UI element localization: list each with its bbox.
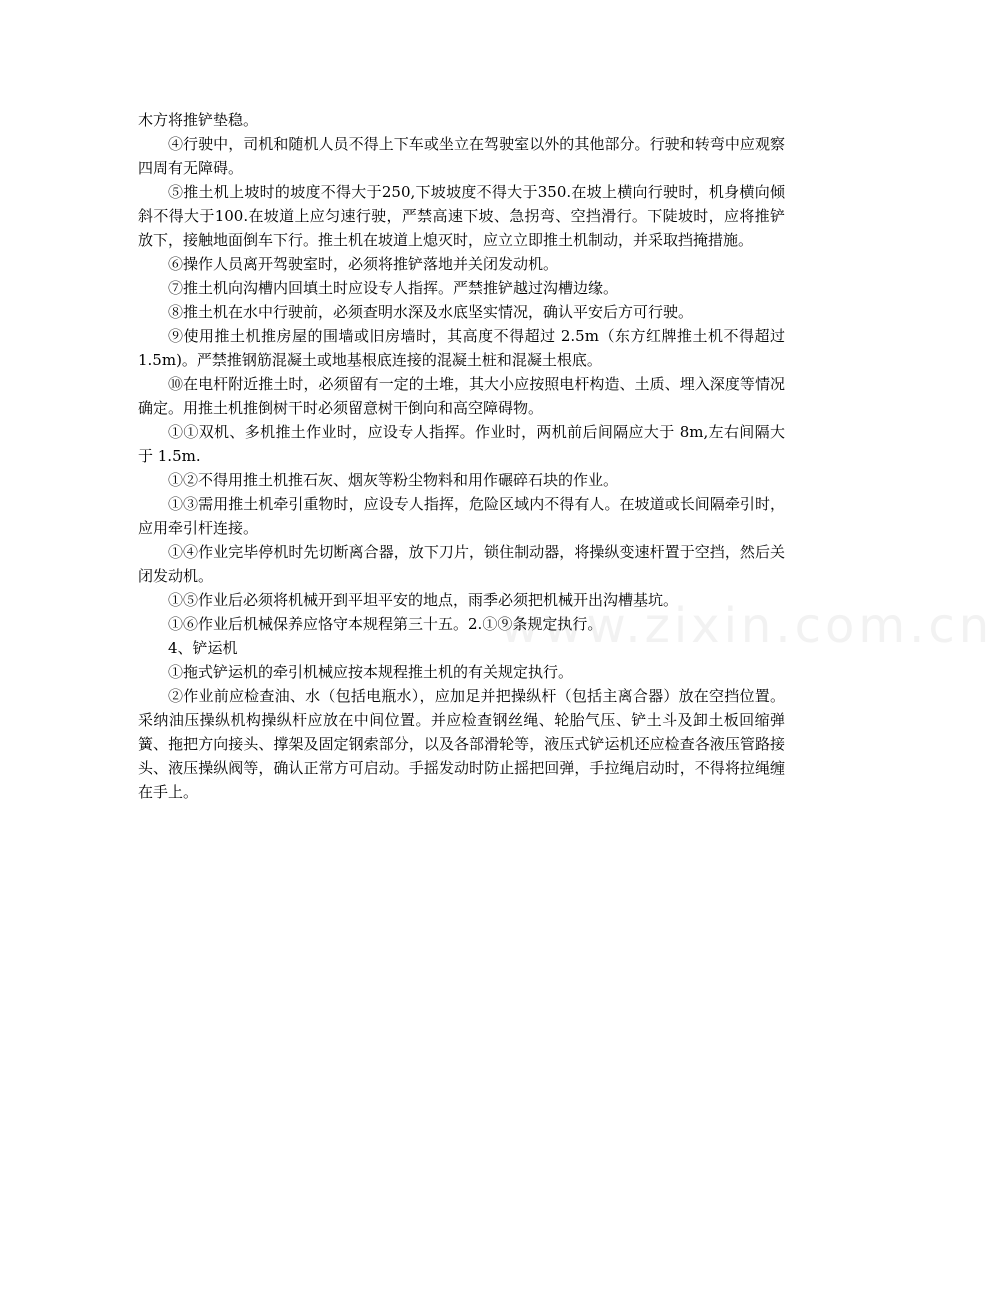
paragraph-item-11: ①①双机、多机推土作业时，应设专人指挥。作业时，两机前后间隔应大于 8m,左右间隔大于 1.5m. <box>138 423 785 465</box>
paragraph-item-6: ⑥操作人员离开驾驶室时，必须将推铲落地并关闭发动机。 <box>168 255 559 273</box>
paragraph-item-15: ①⑤作业后必须将机械开到平坦平安的地点，雨季必须把机械开出沟槽基坑。 <box>168 591 679 609</box>
paragraph-item-14: ①④作业完毕停机时先切断离合器，放下刀片，锁住制动器，将操纵变速杆置于空挡，然后关闭发动机。 <box>138 543 785 585</box>
paragraph-item-4: ④行驶中，司机和随机人员不得上下车或坐立在驾驶室以外的其他部分。行驶和转弯中应观察四周有无障碍。 <box>138 135 785 177</box>
section-heading: 4、铲运机 <box>168 639 238 657</box>
paragraph-item-12: ①②不得用推土机推石灰、烟灰等粉尘物料和用作碾碎石块的作业。 <box>168 471 619 489</box>
paragraph-item-16: ①⑥作业后机械保养应恪守本规程第三十五。2.①⑨条规定执行。 <box>168 615 603 633</box>
watermark: www.zixin.com.cn <box>500 598 993 654</box>
paragraph-item-5: ⑤推土机上坡时的坡度不得大于250,下坡坡度不得大于350.在坡上横向行驶时，机身横向倾斜不得大于100.在坡道上应匀速行驶，严禁高速下坡、急拐弯、空挡滑行。下陡坡时，应将推铲放下，接触地面倒车下行。推土机在坡道上熄灭时，应立立即推土机制动，并采取挡掩措施。 <box>138 183 785 249</box>
paragraph-item-13: ①③需用推土机牵引重物时，应设专人指挥，危险区域内不得有人。在坡道或长间隔牵引时，应用牵引杆连接。 <box>138 495 785 537</box>
paragraph-item-9: ⑨使用推土机推房屋的围墙或旧房墙时，其高度不得超过 2.5m（东方红牌推土机不得超过 1.5m)。严禁推钢筋混凝土或地基根底连接的混凝土桩和混凝土根底。 <box>138 327 785 369</box>
paragraph-item-1: ①拖式铲运机的牵引机械应按本规程推土机的有关规定执行。 <box>168 663 574 681</box>
paragraph-item-10: ⑩在电杆附近推土时，必须留有一定的土堆，其大小应按照电杆构造、土质、埋入深度等情况确定。用推土机推倒树干时必须留意树干倒向和高空障碍物。 <box>138 375 785 417</box>
paragraph-item-7: ⑦推土机向沟槽内回填土时应设专人指挥。严禁推铲越过沟槽边缘。 <box>168 279 619 297</box>
document-body <box>138 108 785 804</box>
paragraph-continuation: 木方将推铲垫稳。 <box>138 111 259 129</box>
paragraph-item-2: ②作业前应检查油、水（包括电瓶水），应加足并把操纵杆（包括主离合器）放在空挡位置。采纳油压操纵机构操纵杆应放在中间位置。并应检查钢丝绳、轮胎气压、铲土斗及卸土板回缩弹簧、拖把方向接头、撑架及固定钢索部分，以及各部滑轮等，液压式铲运机还应检查各液压管路接头、液压操纵阀等，确认正常方可启动。手摇发动时防止摇把回弹，手拉绳启动时，不得将拉绳缠在手上。 <box>138 687 785 801</box>
paragraph-item-8: ⑧推土机在水中行驶前，必须查明水深及水底坚实情况，确认平安后方可行驶。 <box>168 303 694 321</box>
